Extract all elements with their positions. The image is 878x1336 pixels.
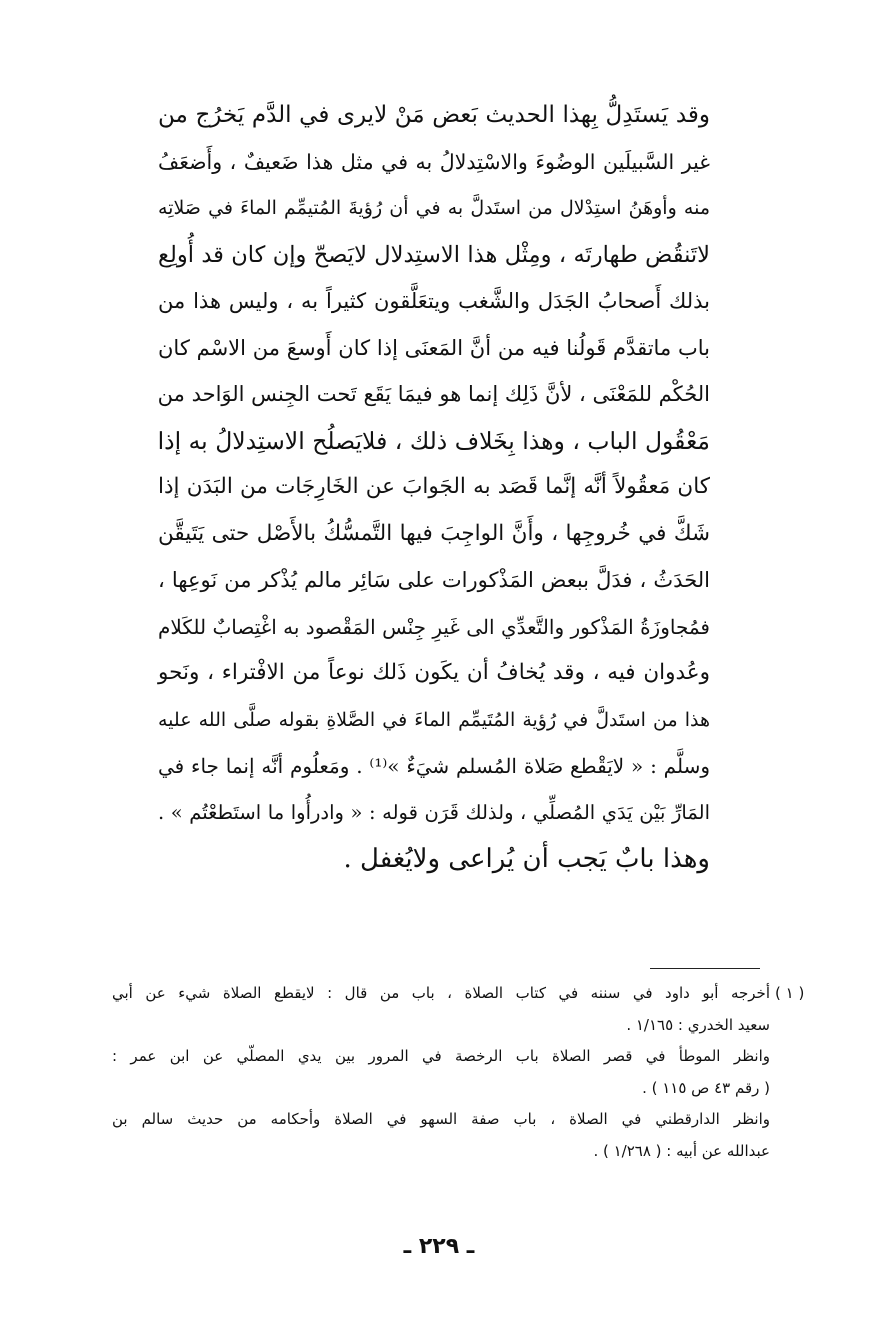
footnotes-block [112,978,770,1167]
main-text-line-2: غير السَّبيلَين الوضُوءَ والاسْتِدلالُ به في مثل هذا ضَعيفٌ ، وأَضعَفُ [158,149,710,174]
main-text-line-16: المَارِّ بَيْن يَدَي المُصلِّي ، ولذلك قَرَن قوله : « وادرأُوا ما استَطعْتُم » . [158,800,710,824]
main-text-line-13: وعُدوان فيه ، وقد يُخافُ أن يكَون ذَلك نوعاً من الافْتراء ، ونَحو [158,660,710,685]
main-text-line-14: هذا من استَدلَّ في رُؤية المُتَيمِّم الماءَ في الصَّلاةِ بقوله صلَّى الله عليه [158,708,710,731]
main-text-line-5: بذلك أَصحابُ الجَدَل والشَّغب ويتعَلَّقون كثيراً به ، وليس هذا من [158,289,710,313]
footnote-line-2: سعيد الخدري : ١/١٦٥ . [626,1015,770,1034]
main-text-line-15: وسلَّم : « لايَقْطع صَلاة المُسلم شيَءٌ »⁽¹⁾ . ومَعلُوم أنَّه إنما جاء في [158,754,710,778]
footnote-line-1: أخرجه أبو داود في سننه في كتاب الصلاة ، باب من قال : لايقطع الصلاة شيء عن أبي [112,984,770,1002]
main-text-line-8: مَعْقُول الباب ، وهذا بِخَلاف ذلك ، فلايَصلُح الاستِدلالُ به إذا [157,426,710,455]
footnote-line-4: ( رقم ٤٣ ص ١١٥ ) . [642,1078,770,1097]
footnote-line-6: عبدالله عن أبيه : ( ١/٢٦٨ ) . [593,1141,770,1160]
main-text-line-11: الحَدَثُ ، فدَلَّ ببعض المَذْكورات على سَائِر مالم يُذْكر من نَوعِها ، [158,568,710,592]
page-number: ـ ٢٢٩ ـ [403,1234,475,1259]
main-text-line-9: كان مَعقُولاً أنَّه إنَّما قَصَد به الجَوابَ عن الخَارِجَات من البَدَن إذا [158,474,710,499]
footnote-line-5: وانظر الدارقطني في الصلاة ، باب صفة السهو في الصلاة وأحكامه من حديث سالم بن [112,1110,770,1128]
main-text-line-1: وقد يَستَدِلُّ بِهذا الحديث بَعض مَنْ لايرى في الدَّم يَخرُج من [158,102,710,128]
main-text-line-12: فمُجاوزَةُ المَذْكور والتَّعدِّي الى غَيرِ جِنْس المَقْصود به اغْتِصابٌ للكَلام [158,614,710,639]
footnote-line-3: وانظر الموطأ في قصر الصلاة باب الرخصة في المرور بين يدي المصلّي عن ابن عمر : [112,1047,770,1065]
main-text-line-17: وهذا بابٌ يَجب أن يُراعى ولايُغفل . [343,844,710,874]
main-text-line-10: شَكَّ في خُروجِها ، وأَنَّ الواجِبَ فيها التَّمسُّكُ بالأَصْل حتى يَتَيقَّن [158,520,710,546]
main-text-line-4: لاتَنقُض طهارتَه ، ومِثْل هذا الاستِدلال لايَصحّ وإن كان قد أُولِع [158,241,710,268]
main-text-line-3: منه وأوهَنُ استِدْلال من استَدلَّ به في أن رُؤيةَ المُتيمِّم الماءَ في صَلاتِه [158,197,710,219]
main-text-line-7: الحُكْم للمَعْنَى ، لأنَّ ذَلِك إنما هو فيمَا يَقَع تَحت الجِنس الوَاحد من [157,382,710,406]
footnote-separator [650,968,760,969]
main-text-line-6: باب ماتقدَّم قَولُنا فيه من أنَّ المَعنَى إذا كان أَوسعَ من الاسْم كان [158,335,710,360]
main-text-block [158,92,710,883]
footnote-marker: ( ١ ) [775,984,805,1002]
